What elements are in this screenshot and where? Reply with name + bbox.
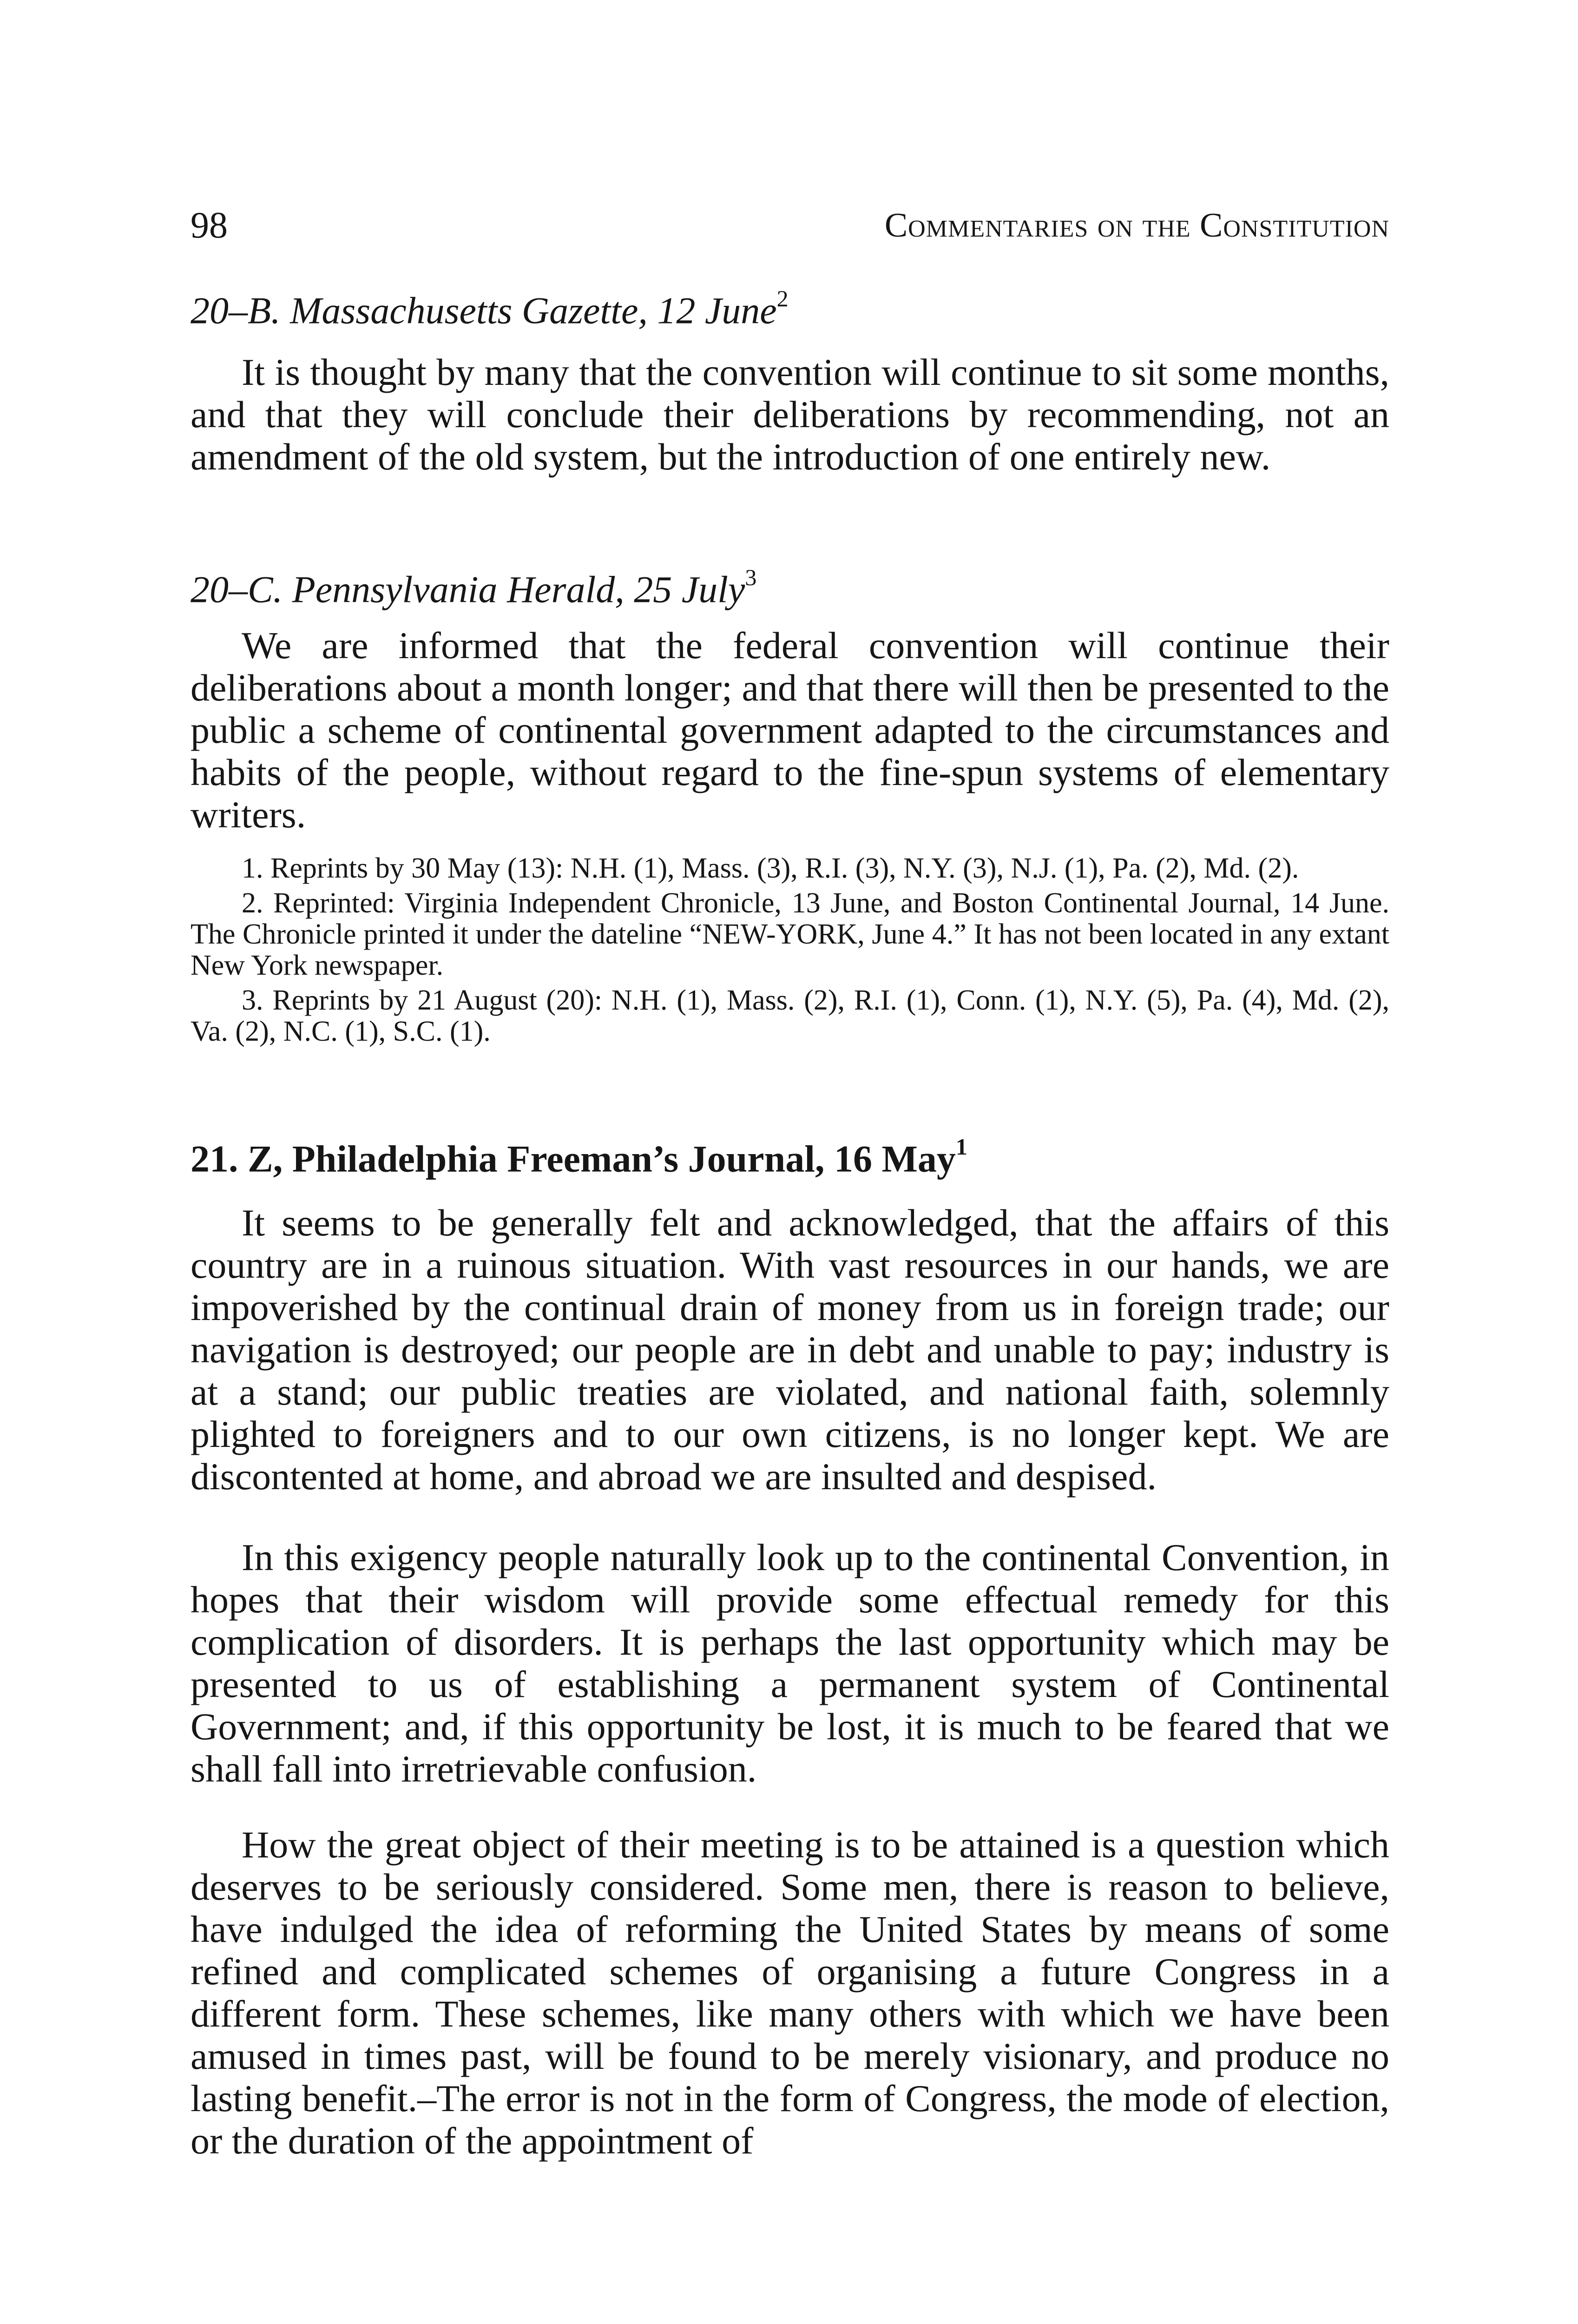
note-ref-1: 1 [955,1134,967,1160]
paragraph-21-3: How the great object of their meeting is to be attained is a question which deserves to be seriously considered. Some men, there is reason to believe, have indulged the idea of reforming the United States by means of some refined and complicated schemes of organising a future Congress in a different form. These schemes, like many others with which we have been amused in times past, will be found to be merely visionary, and produce no lasting benefit.–The error is not in the form of Congress, the mode of election, or the duration of the appointment of [191,1823,1389,2162]
page-number: 98 [191,205,228,246]
footnote-1: 1. Reprints by 30 May (13): N.H. (1), Mass. (3), R.I. (3), N.Y. (3), N.J. (1), Pa. (2), Md. (2). [242,852,1299,884]
paragraph-21-1: It seems to be generally felt and acknowledged, that the affairs of this country are in a ruinous situation. With vast resources in our hands, we are impoverished by the continual drain of money from us in foreign trade; our navigation is destroyed; our people are in debt and unable to pay; industry is at a stand; our public treaties are violated, and national faith, solemnly plighted to foreigners and to our own citizens, is no longer kept. We are discontented at home, and abroad we are insulted and despised. [191,1202,1389,1498]
subhead-20b [191,279,789,334]
paragraph-21-2: In this exigency people naturally look up to the continental Convention, in hopes that their wisdom will provide some effectual remedy for this complication of disorders. It is perhaps the last opportunity which may be presented to us of establishing a permanent system of Continental Government; and, if this opportunity be lost, it is much to be feared that we shall fall into irretrievable confusion. [191,1536,1389,1790]
subhead-20b-label: 20–B. Massachusetts Gazette, 12 June [191,289,777,332]
paragraph-20c: We are informed that the federal convention will continue their deliberations about a month longer; and that there will then be presented to the public a scheme of continental government adapted to the circumstances and habits of the people, without regard to the fine-spun systems of elementary writers. [191,624,1389,836]
footnote-3: 3. Reprints by 21 August (20): N.H. (1), Mass. (2), R.I. (1), Conn. (1), N.Y. (5), Pa. (4), Md. (2), Va. (2), N.C. (1), S.C. (1). [191,984,1389,1047]
footnote-2: 2. Reprinted: Virginia Independent Chronicle, 13 June, and Boston Continental Journal, 14 June. The Chronicle printed it under the dateline “NEW-YORK, June 4.” It has not been located in any extant New York newspaper. [191,887,1389,981]
footnotes [191,853,1389,1051]
running-head [191,200,1389,251]
running-title: Commentaries on the Constitution [884,206,1389,244]
heading-21 [191,1127,967,1182]
heading-21-title: 21. Z, Philadelphia Freeman’s Journal, 16 May [191,1137,956,1180]
note-ref-2: 2 [776,285,789,311]
subhead-20c [191,558,756,613]
note-ref-3: 3 [745,564,757,590]
subhead-20c-label: 20–C. Pennsylvania Herald, 25 July [191,568,745,611]
paragraph-20b: It is thought by many that the convention will continue to sit some months, and that they will conclude their deliberations by recommending, not an amendment of the old system, but the introduction of one entirely new. [191,351,1389,478]
